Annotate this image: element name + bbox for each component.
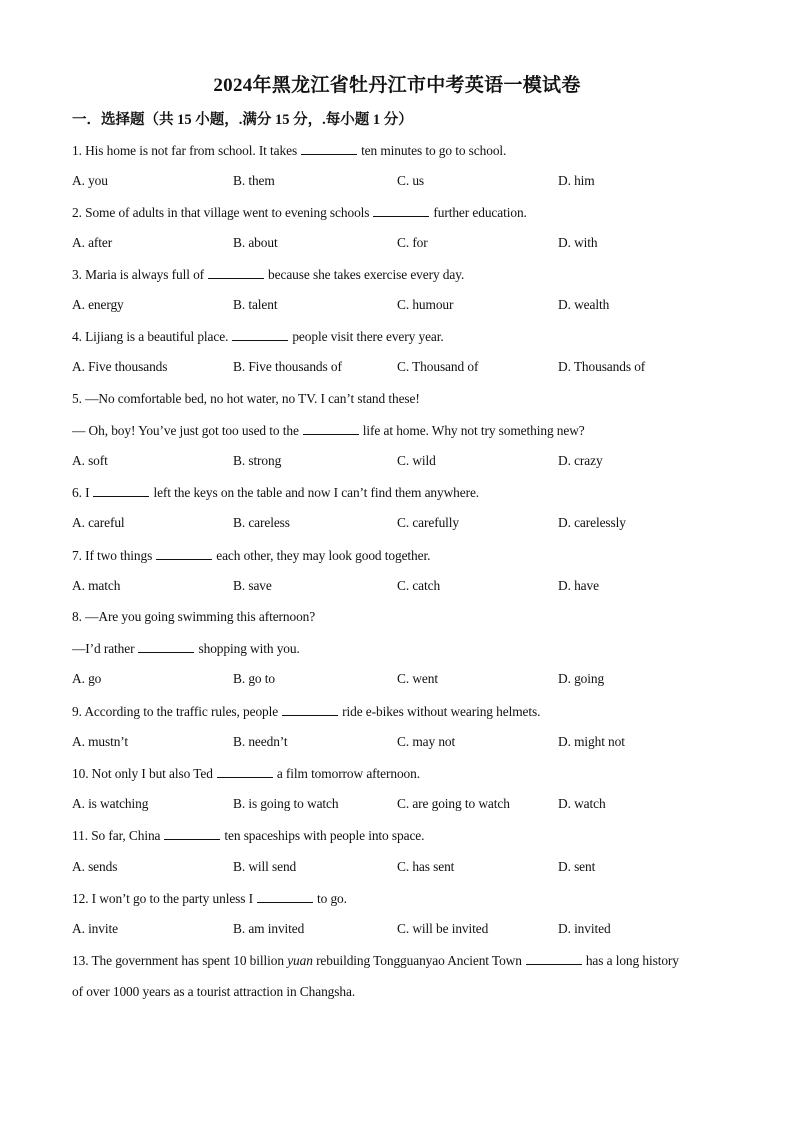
- option-c: C. has sent: [397, 859, 455, 874]
- option-b: B. am invited: [233, 921, 305, 936]
- option-b: B. talent: [233, 297, 278, 312]
- option-d: D. crazy: [558, 453, 603, 468]
- option-c: C. are going to watch: [397, 796, 510, 811]
- option-c: C. catch: [397, 578, 441, 593]
- answer-blank: [232, 328, 288, 341]
- option-c: C. us: [397, 173, 425, 188]
- option-b: B. strong: [233, 453, 282, 468]
- option-b: B. Five thousands of: [233, 359, 342, 374]
- option-b: B. about: [233, 235, 278, 250]
- option-b: B. will send: [233, 859, 297, 874]
- question-stem: 9. According to the traffic rules, people ride e-bikes without wearing helmets.: [72, 704, 541, 719]
- option-a: A. sends: [72, 859, 118, 874]
- option-d: D. Thousands of: [558, 359, 646, 374]
- option-c: C. humour: [397, 297, 454, 312]
- answer-blank: [208, 266, 264, 279]
- answer-blank: [373, 204, 429, 217]
- option-c: C. wild: [397, 453, 436, 468]
- question-stem: 1. His home is not far from school. It takes ten minutes to go to school.: [72, 143, 507, 158]
- option-a: A. mustn’t: [72, 734, 129, 749]
- option-a: A. energy: [72, 297, 124, 312]
- question-stem: 10. Not only I but also Ted a film tomorrow afternoon.: [72, 766, 420, 781]
- section-heading: 一．选择题（共 15 小题，.满分 15 分，.每小题 1 分）: [72, 112, 413, 128]
- option-a: A. careful: [72, 515, 125, 530]
- answer-blank: [526, 952, 582, 965]
- answer-blank: [156, 547, 212, 560]
- option-b: B. go to: [233, 671, 275, 686]
- answer-blank: [282, 703, 338, 716]
- option-b: B. is going to watch: [233, 796, 339, 811]
- option-d: D. invited: [558, 921, 611, 936]
- option-b: B. them: [233, 173, 275, 188]
- option-c: C. will be invited: [397, 921, 489, 936]
- option-d: D. sent: [558, 859, 596, 874]
- option-a: A. invite: [72, 921, 118, 936]
- option-d: D. might not: [558, 734, 625, 749]
- option-d: D. him: [558, 173, 595, 188]
- option-d: D. with: [558, 235, 598, 250]
- option-d: D. have: [558, 578, 599, 593]
- question-stem: 13. The government has spent 10 billion yuan rebuilding Tongguanyao Ancient Town has a long history: [72, 953, 679, 968]
- question-stem: 3. Maria is always full of because she takes exercise every day.: [72, 267, 465, 282]
- option-b: B. save: [233, 578, 272, 593]
- option-c: C. went: [397, 671, 438, 686]
- option-a: A. you: [72, 173, 108, 188]
- option-d: D. carelessly: [558, 515, 626, 530]
- question-stem: 2. Some of adults in that village went to evening schools further education.: [72, 205, 527, 220]
- question-stem: 7. If two things each other, they may look good together.: [72, 548, 431, 563]
- option-b: B. careless: [233, 515, 290, 530]
- option-a: A. go: [72, 671, 102, 686]
- answer-blank: [257, 890, 313, 903]
- option-c: C. for: [397, 235, 428, 250]
- question-stem: — Oh, boy! You’ve just got too used to the life at home. Why not try something new?: [72, 423, 585, 438]
- question-stem: 8. —Are you going swimming this afternoon?: [72, 609, 316, 624]
- option-a: A. Five thousands: [72, 359, 168, 374]
- answer-blank: [217, 765, 273, 778]
- option-d: D. watch: [558, 796, 606, 811]
- page-title: 2024年黑龙江省牡丹江市中考英语一模试卷: [213, 75, 581, 96]
- question-stem: of over 1000 years as a tourist attraction in Changsha.: [72, 984, 356, 999]
- question-stem: 6. I left the keys on the table and now I can’t find them anywhere.: [72, 485, 480, 500]
- option-a: A. is watching: [72, 796, 149, 811]
- option-a: A. soft: [72, 453, 108, 468]
- option-b: B. needn’t: [233, 734, 288, 749]
- answer-blank: [164, 827, 220, 840]
- option-c: C. Thousand of: [397, 359, 479, 374]
- option-a: A. after: [72, 235, 113, 250]
- option-a: A. match: [72, 578, 121, 593]
- question-stem: 4. Lijiang is a beautiful place. people visit there every year.: [72, 329, 444, 344]
- answer-blank: [301, 142, 357, 155]
- question-stem: 12. I won’t go to the party unless I to go.: [72, 891, 347, 906]
- question-stem: —I’d rather shopping with you.: [72, 641, 300, 656]
- option-d: D. wealth: [558, 297, 610, 312]
- option-c: C. carefully: [397, 515, 460, 530]
- answer-blank: [303, 422, 359, 435]
- answer-blank: [93, 484, 149, 497]
- question-stem: 11. So far, China ten spaceships with people into space.: [72, 828, 425, 843]
- option-c: C. may not: [397, 734, 456, 749]
- answer-blank: [138, 640, 194, 653]
- question-stem: 5. —No comfortable bed, no hot water, no TV. I can’t stand these!: [72, 391, 420, 406]
- option-d: D. going: [558, 671, 605, 686]
